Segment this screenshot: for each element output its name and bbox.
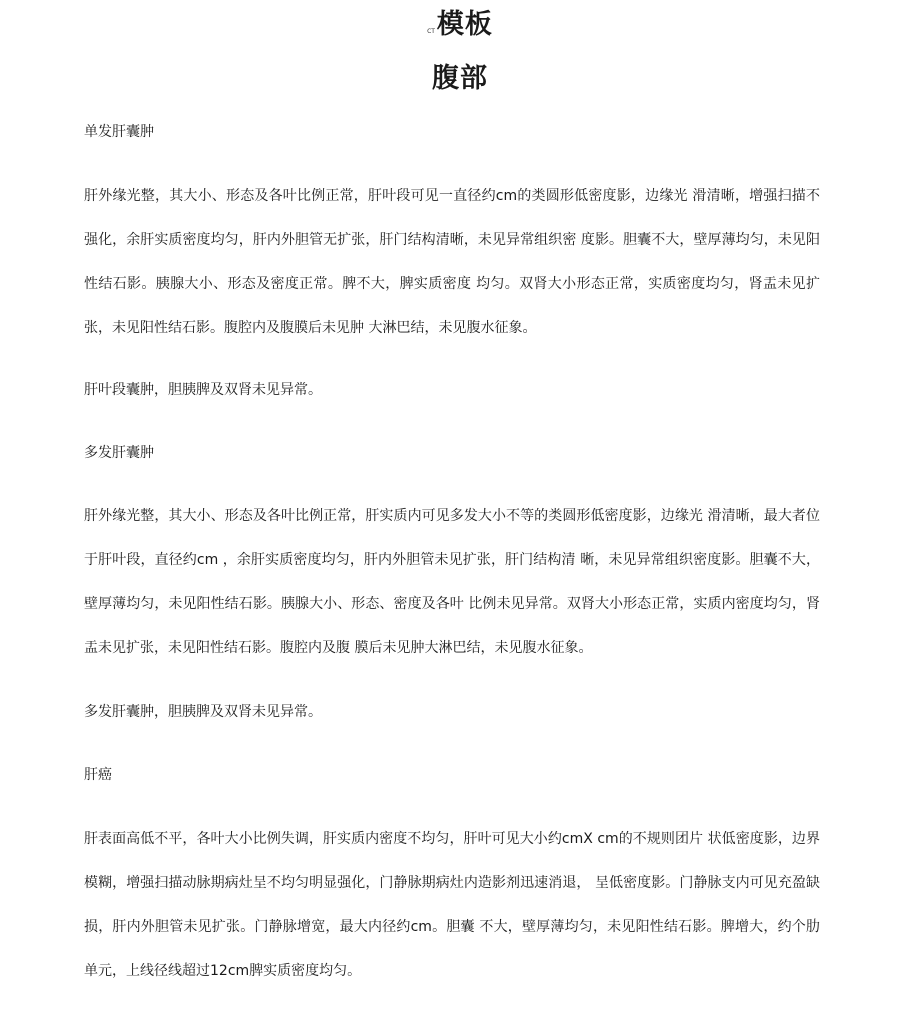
section-heading-single-liver-cyst: 单发肝囊肿 [84,124,154,140]
section-conclusion-single-liver-cyst: 肝叶段囊肿，胆胰脾及双肾未见异常。 [84,382,322,398]
section-conclusion-multiple-liver-cyst: 多发肝囊肿，胆胰脾及双肾未见异常。 [84,704,322,720]
section-heading-multiple-liver-cyst: 多发肝囊肿 [84,445,154,461]
section-heading-liver-cancer: 肝癌 [84,767,112,783]
document-subtitle: 腹部 [432,63,488,94]
title-text: 模板 [436,9,493,40]
title-prefix: CT [427,28,435,35]
section-paragraph-liver-cancer: 肝表面高低不平，各叶大小比例失调，肝实质内密度不均匀，肝叶可见大小约cmX cm的不规则团片 状低密度影，边界模糊，增强扫描动脉期病灶呈不均匀明显强化，门静脉期病灶内造影剂迅速消退， 呈低密度影。门静脉支内可见充盈缺损，肝内外胆管未见扩张。门静脉增宽，最大内径约cm。胆囊 不大，壁厚薄均匀，未见阳性结石影。脾增大，约个肋单元，上线径线超过12cm脾实质密度均匀。 [84,831,820,979]
document-title [0,8,920,42]
section-paragraph-single-liver-cyst: 肝外缘光整，其大小、形态及各叶比例正常，肝叶段可见一直径约cm的类圆形低密度影，边缘光 滑清晰，增强扫描不强化，余肝实质密度均匀，肝内外胆管无扩张，肝门结构清晰，未见异常组织密 度影。胆囊不大，壁厚薄均匀，未见阳性结石影。胰腺大小、形态及密度正常。脾不大，脾实质密度 均匀。双肾大小形态正常，实质密度均匀，肾盂未见扩张，未见阳性结石影。腹腔内及腹膜后未见肿 大淋巴结，未见腹水征象。 [84,188,820,336]
section-paragraph-multiple-liver-cyst: 肝外缘光整，其大小、形态及各叶比例正常，肝实质内可见多发大小不等的类圆形低密度影，边缘光 滑清晰，最大者位于肝叶段，直径约cm ，余肝实质密度均匀，肝内外胆管未见扩张，肝门结构清 晰，未见异常组织密度影。胆囊不大，壁厚薄均匀，未见阳性结石影。胰腺大小、形态、密度及各叶 比例未见异常。双肾大小形态正常，实质内密度均匀，肾盂未见扩张，未见阳性结石影。腹腔内及腹 膜后未见肿大淋巴结，未见腹水征象。 [84,508,820,656]
